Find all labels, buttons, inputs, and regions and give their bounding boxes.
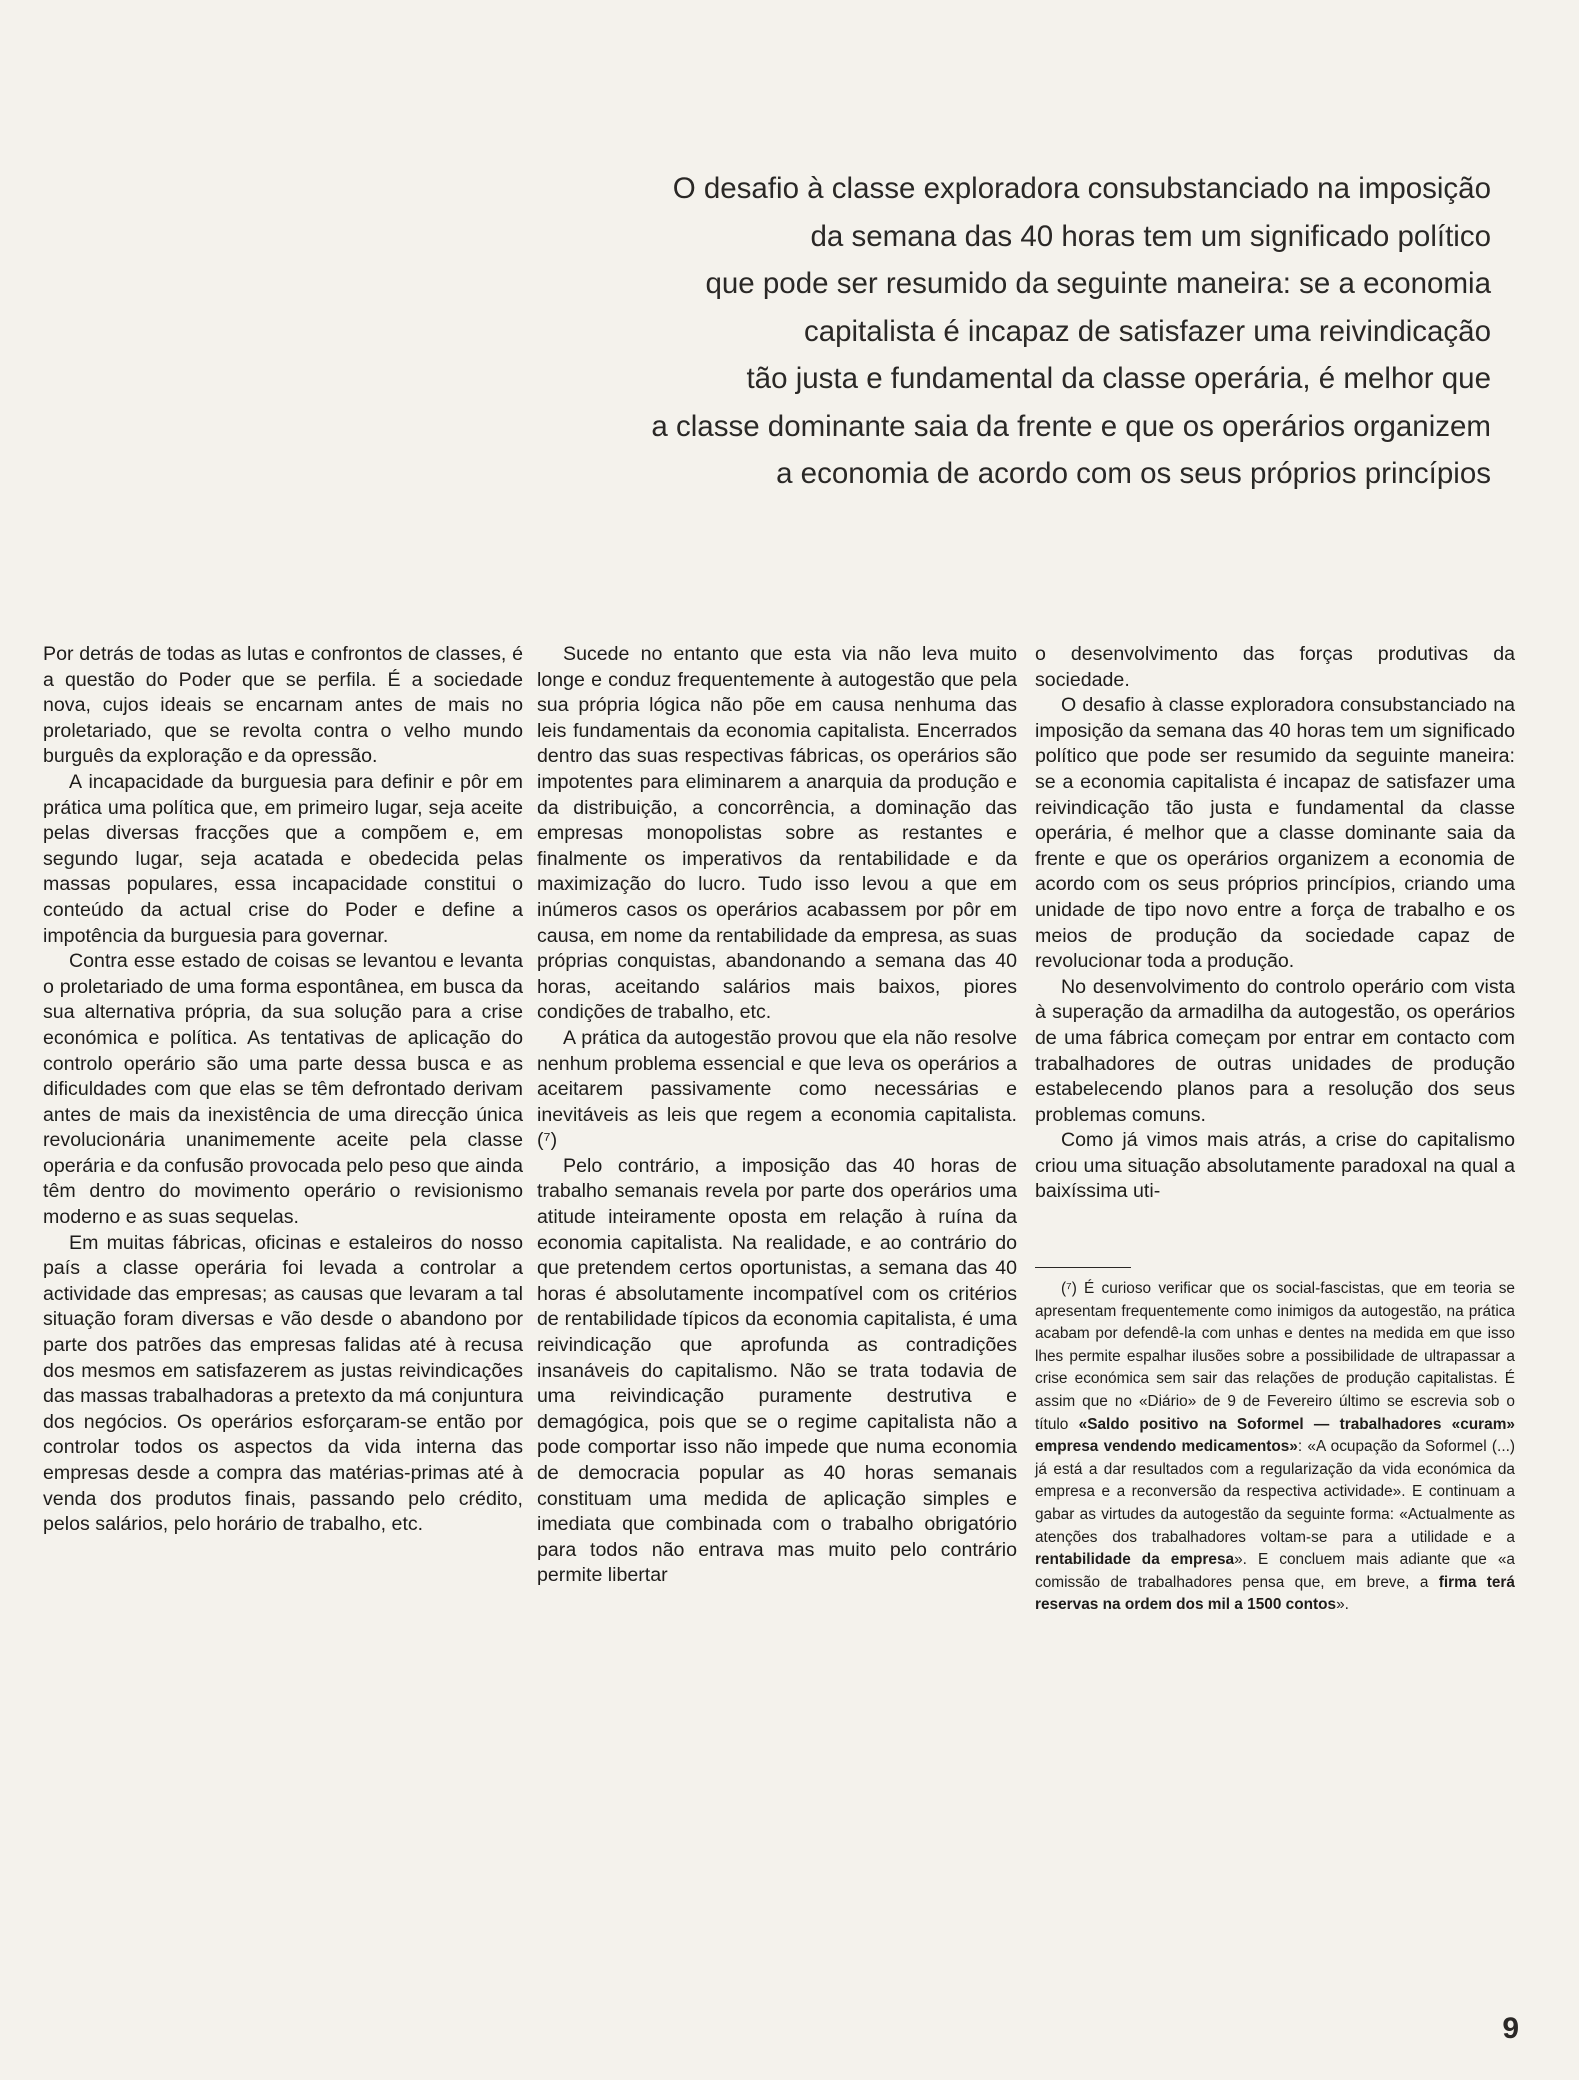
pull-quote-line: tão justa e fundamental da classe operária, é melhor que — [746, 362, 1491, 395]
paragraph: A incapacidade da burguesia para definir e pôr em prática uma política que, em primeiro lugar, seja aceite pelas diversas fracções que a compõem e, em segundo lugar, seja acatada e obedecida pelas massas populares, essa incapacidade constitui o conteúdo da actual crise do Poder e define a impotência da burguesia para governar. — [43, 770, 523, 947]
paragraph: No desenvolvimento do controlo operário com vista à superação da armadilha da autogestão, os operários de uma fábrica começam por entrar em contacto com trabalhadores de outras unidades de produção estabelecendo planos para a resolução dos seus problemas comuns. — [1035, 975, 1515, 1126]
pull-quote-line: que pode ser resumido da seguinte maneira: se a economia — [705, 267, 1491, 300]
paragraph: Pelo contrário, a imposição das 40 horas de trabalho semanais revela por parte dos operários uma atitude inteiramente oposta em relação à ruína da economia capitalista. Na realidade, e ao contrário do que pretendem certos oportunistas, a semana das 40 horas é absolutamente incompatível com os critérios de rentabilidade típicos da economia capitalista, é uma reivindicação que aprofunda as contradições insanáveis do capitalismo. Não se trata todavia de uma reivindicação puramente destrutiva e demagógica, pois que se o regime capitalista não a pode comportar isso não impede que numa economia de democracia popular as 40 horas semanais constituam uma medida de aplicação simples e imediata que combinada com o trabalho obrigatório para todos não entrava mas muito pelo contrário permite libertar — [537, 1154, 1017, 1587]
footnote — [1035, 1278, 1515, 1617]
pull-quote-line: a economia de acordo com os seus próprios princípios — [776, 457, 1491, 490]
footnote-bold-text: rentabilidade da empresa — [1035, 1551, 1235, 1569]
text-column-2 — [537, 642, 1017, 1589]
paragraph: o desenvolvimento das forças produtivas da sociedade. — [1035, 643, 1515, 691]
paragraph: A prática da autogestão provou que ela não resolve nenhum problema essencial e que leva os operários a aceitarem passivamente como necessárias e inevitáveis as leis que regem a economia capitalista. (⁷) — [537, 1026, 1017, 1152]
pull-quote-line: capitalista é incapaz de satisfazer uma reivindicação — [803, 314, 1491, 348]
footnote-text: É curioso verificar que os social-fascistas, que em teoria se apresentam frequentemente como inimigos da autogestão, na prática acabam por defendê-la com unhas e dentes na medida em que isso lhes permite espalhar ilusões sobre a possibilidade de ultrapassar a crise económica sem sair das relações de produção capitalistas. É assim que no «Diário» de 9 de Fevereiro último se escrevia sob o título — [1035, 1280, 1515, 1433]
pull-quote-line: da semana das 40 horas tem um significado político — [810, 219, 1491, 253]
footnote-bold-text: firma terá reservas na ordem dos mil a 1500 contos — [1035, 1573, 1515, 1614]
paragraph: Por detrás de todas as lutas e confrontos de classes, é a questão do Poder que se perfila. É a sociedade nova, cujos ideais se encarnam antes de mais no proletariado, que se revolta contra o velho mundo burguês da exploração e da opressão. — [43, 643, 523, 768]
footnote-divider — [1035, 1267, 1131, 1268]
footnote-marker: (⁷) — [1061, 1280, 1077, 1298]
pull-quote — [421, 165, 1491, 498]
footnote-text: ». E concluem mais adiante que «a comissão de trabalhadores pensa que, em breve, a — [1035, 1551, 1515, 1591]
text-column-3 — [1035, 642, 1515, 1617]
paragraph: Contra esse estado de coisas se levantou e levanta o proletariado de uma forma espontânea, em busca da sua alternativa própria, da sua solução para a crise económica e política. As tentativas de aplicação do controlo operário são uma parte dessa busca e as dificuldades com que elas se têm defrontado derivam antes de mais da inexistência de uma direcção única revolucionária unanimemente aceite pela classe operária e da confusão provocada pelo peso que ainda têm dentro do movimento operário o revisionismo moderno e as suas sequelas. — [43, 950, 523, 1229]
paragraph: O desafio à classe exploradora consubstanciado na imposição da semana das 40 horas tem um significado político que pode ser resumido da seguinte maneira: se a economia capitalista é incapaz de satisfazer uma reivindicação tão justa e fundamental da classe operária, é melhor que a classe dominante saia da frente e que os operários organizem a economia de acordo com os seus próprios princípios, criando uma unidade de tipo novo entre a força de trabalho e os meios de produção da sociedade capaz de revolucionar toda a produção. — [1035, 694, 1515, 973]
paragraph: Como já vimos mais atrás, a crise do capitalismo criou uma situação absolutamente paradoxal na qual a baixíssima uti- — [1035, 1129, 1515, 1203]
footnote-text: ». — [1336, 1596, 1349, 1614]
footnote-text: : «A ocupação da Soformel (...) já está a dar resultados com a regularização da vida económica da empresa e a reconversão da respectiva actividade». E continuam a gabar as virtudes da autogestão da seguinte forma: «Actualmente as atenções dos trabalhadores voltam-se para a utilidade e a — [1035, 1438, 1515, 1546]
text-column-1 — [43, 642, 523, 1538]
footnote-bold-text: «Saldo positivo na Soformel — trabalhadores «curam» empresa vendendo medicamentos» — [1035, 1415, 1515, 1456]
paragraph: Sucede no entanto que esta via não leva muito longe e conduz frequentemente à autogestão que pela sua própria lógica não põe em causa nenhuma das leis fundamentais da economia capitalista. Encerrados dentro das suas respectivas fábricas, os operários são impotentes para eliminarem a anarquia da produção e da distribuição, a concorrência, a dominação das empresas monopolistas sobre as restantes e finalmente os imperativos da rentabilidade e da maximização do lucro. Tudo isso levou a que em inúmeros casos os operários acabassem por pôr em causa, em nome da rentabilidade da empresa, as suas próprias conquistas, abandonando a semana das 40 horas, aceitando salários mais baixos, piores condições de trabalho, etc. — [537, 643, 1017, 1024]
paragraph: Em muitas fábricas, oficinas e estaleiros do nosso país a classe operária foi levada a controlar a actividade das empresas; as causas que levaram a tal situação foram diversas e vão desde o abandono por parte dos patrões das empresas falidas até à recusa dos mesmos em satisfazerem as justas reivindicações das massas trabalhadoras a pretexto da má conjuntura dos negócios. Os operários esforçaram-se então por controlar todos os aspectos da vida interna das empresas desde a compra das matérias-primas até à venda dos produtos finais, passando pelo crédito, pelos salários, pelo horário de trabalho, etc. — [43, 1231, 523, 1536]
pull-quote-line: O desafio à classe exploradora consubstanciado na imposição — [672, 172, 1491, 205]
pull-quote-line: a classe dominante saia da frente e que os operários organizem — [651, 409, 1491, 443]
page-number: 9 — [1502, 2012, 1519, 2045]
